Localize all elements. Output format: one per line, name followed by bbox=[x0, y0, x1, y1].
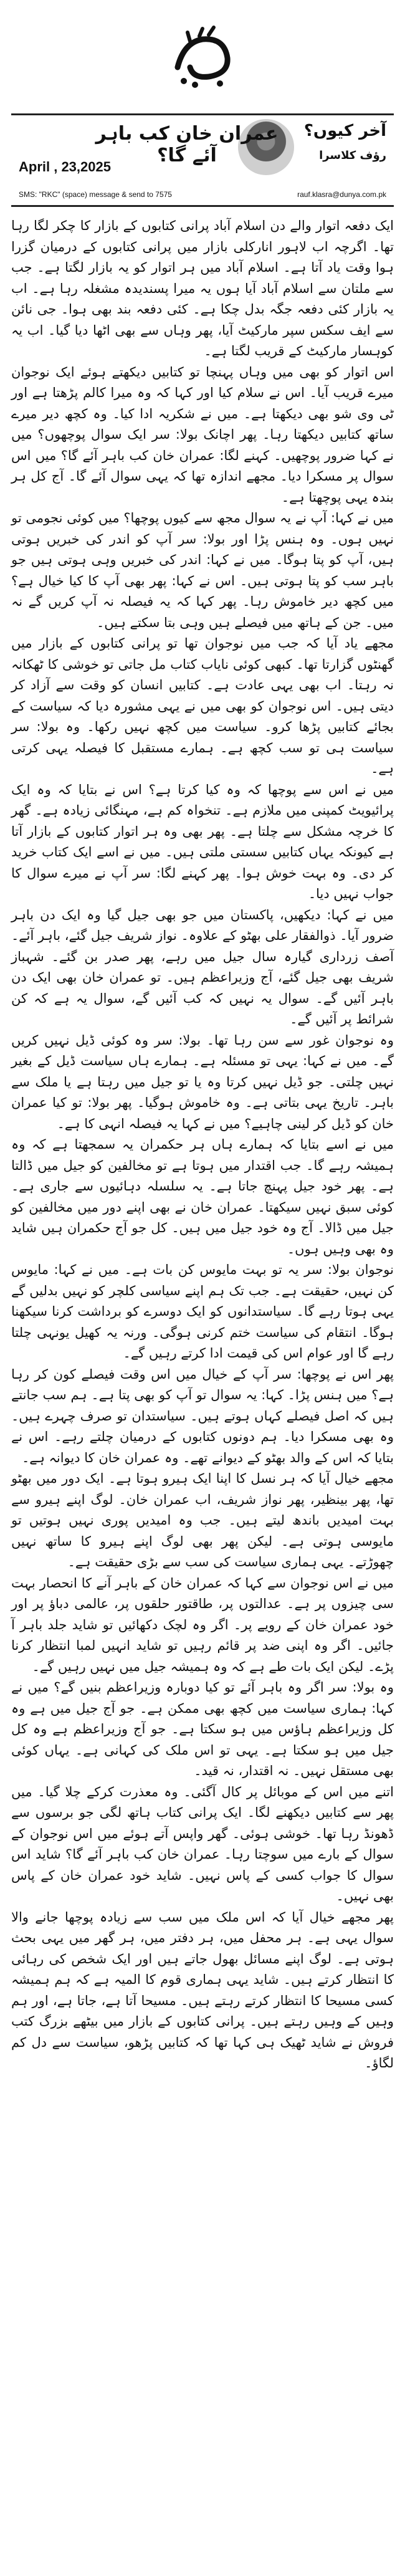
article-paragraph: میں نے کہا: آپ نے یہ سوال مجھ سے کیوں پوچھا؟ میں کوئی نجومی تو نہیں ہوں۔ وہ ہنس پڑا اور بولا: سر آپ کو اندر کی خبریں ہوتی ہیں، آپ کو پتا ہوگا۔ میں نے کہا: اندر کی خبریں وہی ہوتی ہیں جو باہر سب کو پتا ہوتی ہیں۔ اس نے کہا: پھر بھی آپ کا کیا خیال ہے؟ میں کچھ دیر خاموش رہا۔ پھر کہا کہ یہ فیصلہ نہ آپ کریں گے نہ میں۔ جن کے ہاتھ میں فیصلے ہیں وہی بتا سکتے ہیں۔ bbox=[11, 510, 394, 630]
article-paragraph: پھر اس نے پوچھا: سر آپ کے خیال میں اس وقت فیصلے کون کر رہا ہے؟ میں ہنس پڑا۔ کہا: یہ سوال تو آپ کو بھی پتا ہے۔ ہم سب جانتے ہیں کہ اصل فیصلے کہاں ہوتے ہیں۔ سیاستدان تو صرف چہرے ہیں۔ وہ بھی مسکرا دیا۔ ہم دونوں کتابوں کے درمیان چلتے رہے۔ اس نے بتایا کہ اس کے والد بھٹو کے دیوانے تھے۔ وہ عمران خان کا دیوانہ ہے۔ bbox=[11, 1366, 394, 1465]
article-body bbox=[11, 216, 394, 2074]
author-name: رؤف کلاسرا bbox=[319, 149, 386, 162]
article-paragraph: پھر مجھے خیال آیا کہ اس ملک میں سب سے زیادہ پوچھا جانے والا سوال یہی ہے۔ ہر محفل میں، ہر دفتر میں، ہر گھر میں یہی بحث ہوتی ہے۔ لوگ اپنے مسائل بھول جاتے ہیں اور ایک شخص کی رہائی کا انتظار کرتے ہیں۔ شاید یہی ہماری قوم کا المیہ ہے کہ ہم ہمیشہ کسی مسیحا کا انتظار کرتے رہتے ہیں۔ مسیحا آتا ہے، جاتا ہے، اور ہم وہیں کے وہیں رہتے ہیں۔ پرانی کتابوں کے بازار میں بیٹھے بزرگ کتب فروش نے شاید ٹھیک ہی کہا تھا کہ کتابیں پڑھو، سیاست سے دل کم لگاؤ۔ bbox=[11, 1909, 394, 2071]
article-paragraph: میں نے اسے بتایا کہ ہمارے ہاں ہر حکمران یہ سمجھتا ہے کہ وہ ہمیشہ رہے گا۔ جب اقتدار میں ہوتا ہے تو مخالفین کو جیل میں ڈالتا ہے۔ پھر خود جیل پہنچ جاتا ہے۔ یہ سلسلہ دہائیوں سے جاری ہے۔ کوئی سبق نہیں سیکھتا۔ عمران خان نے بھی اپنے دور میں مخالفین کو جیل میں ڈالا۔ آج وہ خود جیل میں ہیں۔ کل جو آج حکمران ہیں شاید وہ بھی وہیں ہوں۔ bbox=[11, 1137, 394, 1257]
publish-date: April , 23,2025 bbox=[19, 159, 111, 175]
dunya-logo-icon bbox=[162, 21, 243, 95]
article-headline: عمران خان کب باہر آئے گا؟ bbox=[95, 123, 279, 166]
article-paragraph: میں نے اس سے پوچھا کہ وہ کیا کرتا ہے؟ اس نے بتایا کہ وہ ایک پرائیویٹ کمپنی میں ملازم ہے۔ تنخواہ کم ہے، مہنگائی زیادہ ہے۔ گھر کا خرچہ مشکل سے چلتا ہے۔ پھر بھی وہ ہر اتوار کتابوں کے بازار آتا ہے کیونکہ یہاں کتابیں سستی ملتی ہیں۔ میں نے اسے ایک کتاب خرید کر دی۔ وہ بہت خوش ہوا۔ پھر کہنے لگا: سر آپ نے میرے سوال کا جواب نہیں دیا۔ bbox=[11, 782, 394, 901]
article-paragraph: اس اتوار کو بھی میں وہاں پہنچا تو کتابیں دیکھتے ہوئے ایک نوجوان میرے قریب آیا۔ اس نے سلام کیا اور کہا کہ وہ میرا کالم پڑھتا ہے اور ٹی وی شو بھی دیکھتا ہے۔ میں نے شکریہ ادا کیا۔ وہ کچھ دیر میرے ساتھ کتابیں دیکھتا رہا۔ پھر اچانک بولا: سر ایک سوال پوچھوں؟ میں نے کہا ضرور پوچھیں۔ کہنے لگا: عمران خان کب باہر آئے گا؟ میں اس سوال پر مسکرا دیا۔ مجھے اندازہ تھا کہ یہی سوال آئے گا۔ آج کل ہر بندہ یہی پوچھتا ہے۔ bbox=[11, 364, 394, 505]
article-paragraph: وہ بولا: سر اگر وہ باہر آئے تو کیا دوبارہ وزیراعظم بنیں گے؟ میں نے کہا: ہماری سیاست میں کچھ بھی ممکن ہے۔ جو آج جیل میں ہے وہ کل وزیراعظم ہاؤس میں ہو سکتا ہے۔ جو آج وزیراعظم ہے وہ کل جیل میں ہو سکتا ہے۔ یہی تو اس ملک کی کہانی ہے۔ یہاں کوئی بھی مستقل نہیں۔ نہ اقتدار، نہ قید۔ bbox=[11, 1680, 394, 1778]
article-paragraph: مجھے یاد آیا کہ جب میں نوجوان تھا تو پرانی کتابوں کے بازار میں گھنٹوں گزارتا تھا۔ کبھی کوئی نایاب کتاب مل جاتی تو خوشی کا ٹھکانہ نہ رہتا۔ اب بھی یہی عادت ہے۔ کتابیں انسان کو وقت سے آزاد کر دیتی ہیں۔ اس نوجوان کو بھی میں نے یہی مشورہ دیا کہ سیاست کے بجائے کتابیں پڑھا کرو۔ سیاست میں کچھ نہیں رکھا۔ وہ بولا: سر سیاست ہی تو سب کچھ ہے۔ ہمارے مستقبل کا فیصلہ یہی کرتی ہے۔ bbox=[11, 636, 394, 776]
sms-instructions: SMS: "RKC" (space) message & send to 7575 bbox=[19, 190, 172, 199]
article-paragraph: ایک دفعہ اتوار والے دن اسلام آباد پرانی کتابوں کے بازار کا چکر لگا رہا تھا۔ اگرچہ اب لاہور انارکلی بازار میں پرانی کتابوں کے درمیان گزرا ہوا وقت یاد آتا ہے۔ اسلام آباد میں ہر اتوار کو یہ بازار لگتا ہے۔ جب سے ملتان سے اسلام آباد آیا ہوں یہ میرا پسندیدہ مشغلہ رہا ہے۔ اب یہ بازار کئی دفعہ جگہ بدل چکا ہے۔ کئی دفعہ بند بھی ہوا۔ جی نائن سے ایف سکس سپر مارکیٹ آیا، پھر وہاں سے بھی اٹھا دیا گیا۔ اب یہ کوہسار مارکیٹ کے قریب لگتا ہے۔ bbox=[11, 218, 394, 358]
article-paragraph: اتنے میں اس کے موبائل پر کال آگئی۔ وہ معذرت کرکے چلا گیا۔ میں پھر سے کتابیں دیکھنے لگا۔ ایک پرانی کتاب ہاتھ لگی جو برسوں سے ڈھونڈ رہا تھا۔ خوشی ہوئی۔ گھر واپس آتے ہوئے میں اس نوجوان کے سوال کے بارے میں سوچتا رہا۔ عمران خان کب باہر آئے گا؟ شاید اس سوال کا جواب کسی کے پاس نہیں۔ شاید خود عمران خان کے پاس بھی نہیں۔ bbox=[11, 1784, 394, 1903]
author-email: rauf.klasra@dunya.com.pk bbox=[297, 190, 386, 199]
article-paragraph: وہ نوجوان غور سے سن رہا تھا۔ بولا: سر وہ کوئی ڈیل نہیں کریں گے۔ میں نے کہا: یہی تو مسئلہ ہے۔ ہمارے ہاں سیاست ڈیل کے بغیر نہیں چلتی۔ جو ڈیل نہیں کرتا وہ یا تو جیل میں رہتا ہے یا ملک سے باہر۔ تاریخ یہی بتاتی ہے۔ وہ خاموش ہوگیا۔ پھر بولا: تو کیا عمران خان کو ڈیل کر لینی چاہیے؟ میں نے کہا یہ فیصلہ انہی کا ہے۔ bbox=[11, 1032, 394, 1131]
masthead bbox=[11, 11, 394, 105]
article-paragraph: میں نے اس نوجوان سے کہا کہ عمران خان کے باہر آنے کا انحصار بہت سی چیزوں پر ہے۔ عدالتوں پر، طاقتور حلقوں پر، عالمی دباؤ پر اور خود عمران خان کے رویے پر۔ اگر وہ لچک دکھائیں تو شاید جلد باہر آ جائیں۔ اگر وہ اپنی ضد پر قائم رہیں تو شاید انہیں لمبا انتظار کرنا پڑے۔ لیکن ایک بات طے ہے کہ وہ ہمیشہ جیل میں نہیں رہیں گے۔ bbox=[11, 1575, 394, 1674]
article-paragraph: نوجوان بولا: سر یہ تو بہت مایوس کن بات ہے۔ میں نے کہا: مایوس کن نہیں، حقیقت ہے۔ جب تک ہم اپنے سیاسی کلچر کو نہیں بدلیں گے یہی ہوتا رہے گا۔ سیاستدانوں کو ایک دوسرے کو برداشت کرنا سیکھنا ہوگا۔ انتقام کی سیاست ختم کرنی ہوگی۔ ورنہ یہ کھیل یونہی چلتا رہے گا اور عوام اس کی قیمت ادا کرتے رہیں گے۔ bbox=[11, 1262, 394, 1361]
byline-panel bbox=[11, 113, 394, 207]
article-paragraph: میں نے کہا: دیکھیں، پاکستان میں جو بھی جیل گیا وہ ایک دن باہر ضرور آیا۔ ذوالفقار علی بھٹو کے علاوہ۔ نواز شریف جیل گئے، باہر آئے۔ آصف زرداری گیارہ سال جیل میں رہے، پھر صدر بن گئے۔ شہباز شریف بھی جیل گئے، آج وزیراعظم ہیں۔ تو عمران خان بھی ایک دن باہر آئیں گے۔ سوال یہ نہیں کہ کب آئیں گے، سوال یہ ہے کہ کن شرائط پر آئیں گے۔ bbox=[11, 907, 394, 1027]
column-name: آخر کیوں؟ bbox=[303, 122, 386, 140]
article-paragraph: مجھے خیال آیا کہ ہر نسل کا اپنا ایک ہیرو ہوتا ہے۔ ایک دور میں بھٹو تھا، پھر بینظیر، پھر نواز شریف، اب عمران خان۔ لوگ اپنے ہیرو سے بہت امیدیں باندھ لیتے ہیں۔ جب وہ امیدیں پوری نہیں ہوتیں تو مایوسی ہوتی ہے۔ لیکن پھر بھی لوگ اپنے ہیرو کا ساتھ نہیں چھوڑتے۔ یہی ہماری سیاست کی سب سے بڑی حقیقت ہے۔ bbox=[11, 1471, 394, 1569]
